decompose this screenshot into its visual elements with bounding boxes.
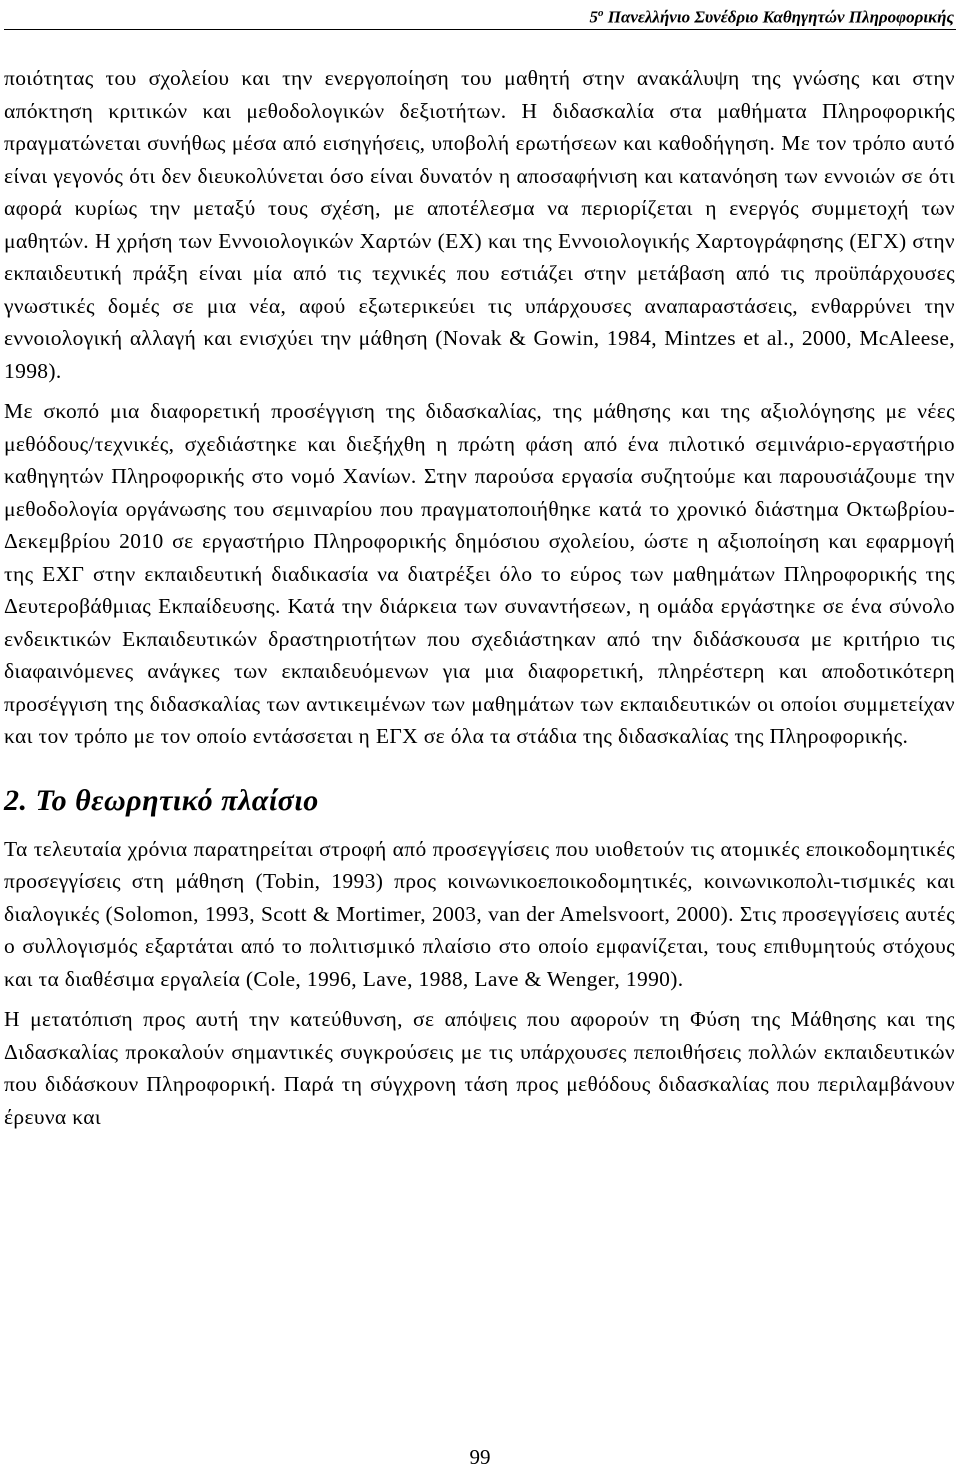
paragraph-2: Με σκοπό μια διαφορετική προσέγγιση της διδασκαλίας, της μάθησης και της αξιολόγησης με νέες μεθόδους/τεχνικές, σχεδιάστηκε και διεξήχθη η πρώτη φάση από ένα πιλοτικό σεμινάριο-εργαστήριο καθηγητών Πληροφορικής στο νομό Χανίων. Στην παρούσα εργασία συζητούμε και παρουσιάζουμε την μεθοδολογία οργάνωσης του σεμιναρίου που πραγματοποιήθηκε κατά το χρονικό διάστημα Οκτωβρίου-Δεκεμβρίου 2010 σε εργαστήριο Πληροφορικής δημόσιου σχολείου, ώστε η αξιοποίηση και εφαρμογή της ΕΧΓ στην εκπαιδευτική διαδικασία να διατρέξει όλο το εύρος των μαθημάτων Πληροφορικής της Δευτεροβάθμιας Εκπαίδευσης. Κατά την διάρκεια των συναντήσεων, η ομάδα εργάστηκε σε ένα σύνολο ενδεικτικών Εκπαιδευτικών δραστηριοτήτων που σχεδιάστηκαν από την διδάσκουσα με κριτήριο τις διαφαινόμενες ανάγκες των εκπαιδευόμενων για μια διαφορετική, πληρέστερη και αποδοτικότερη προσέγγιση της διδασκαλίας των αντικειμένων των μαθημάτων των εκπαιδευτικών οι οποίοι συμμετείχαν και τον τρόπο με τον οποίο εντάσσεται η ΕΓΧ σε όλα τα στάδια της διδασκαλίας της Πληροφορικής. (4, 399, 955, 748)
section-heading: 2. Το θεωρητικό πλαίσιο (4, 783, 319, 817)
page-number: 99 (469, 1445, 491, 1469)
paragraph-4: Η μετατόπιση προς αυτή την κατεύθυνση, σε απόψεις που αφορούν τη Φύση της Μάθησης και της Διδασκαλίας προκαλούν σημαντικές συγκρούσεις με τις υπάρχουσες πεποιθήσεις πολλών εκπαιδευτικών που διδάσκουν Πληροφορική. Παρά τη σύγχρονη τάση προς μεθόδους διδασκαλίας που περιλαμβάνουν έρευνα και (4, 1007, 955, 1129)
page-body (4, 62, 955, 1133)
header-divider (4, 29, 956, 30)
running-header (589, 2, 954, 29)
header-title: Πανελλήνιο Συνέδριο Καθηγητών Πληροφορικής (607, 7, 954, 27)
paragraph-1: ποιότητας του σχολείου και την ενεργοποίηση του μαθητή στην ανακάλυψη της γνώσης και στην απόκτηση κριτικών και μεθοδολογικών δεξιοτήτων. Η διδασκαλία στα μαθήματα Πληροφορικής πραγματώνεται συνήθως μέσα από εισηγήσεις, υποβολή ερωτήσεων και καθοδήγηση. Με τον τρόπο αυτό είναι γεγονός ότι δεν διευκολύνεται όσο είναι δυνατόν η αποσαφήνιση και κατανόηση των εννοιών σε ότι αφορά κυρίως την μεταξύ τους σχέση, με αποτέλεσμα να περιορίζεται η ενεργός συμμετοχή των μαθητών. Η χρήση των Εννοιολογικών Χαρτών (ΕΧ) και της Εννοιολογικής Χαρτογράφησης (ΕΓΧ) στην εκπαιδευτική πράξη είναι μία από τις τεχνικές που εστιάζει στην μετάβαση από τις προϋπάρχουσες γνωστικές δομές σε μια νέα, αφού εξωτερικεύει τις υπάρχουσες αναπαραστάσεις, ενθαρρύνει την εννοιολογική αλλαγή και ενισχύει την μάθηση (Novak & Gowin, 1984, Mintzes et al., 2000, McAleese, 1998). (4, 66, 955, 383)
header-ordinal-suffix: ο (597, 7, 604, 19)
paragraph-3: Τα τελευταία χρόνια παρατηρείται στροφή από προσεγγίσεις που υιοθετούν τις ατομικές εποικοδομητικές προσεγγίσεις στη μάθηση (Tobin, 1993) προς κοινωνικοεποικοδομητικές, κοινωνικοπολι-τισμικές και διαλογικές (Solomon, 1993, Scott & Mortimer, 2003, van der Amelsvoort, 2000). Στις προσεγγίσεις αυτές ο συλλογισμός εξαρτάται από το πολιτισμικό πλαίσιο στο οποίο εμφανίζεται, τους επιθυμητούς στόχους και τα διαθέσιμα εργαλεία (Cole, 1996, Lave, 1988, Lave & Wenger, 1990). (4, 836, 955, 991)
header-ordinal: 5 (589, 7, 598, 27)
